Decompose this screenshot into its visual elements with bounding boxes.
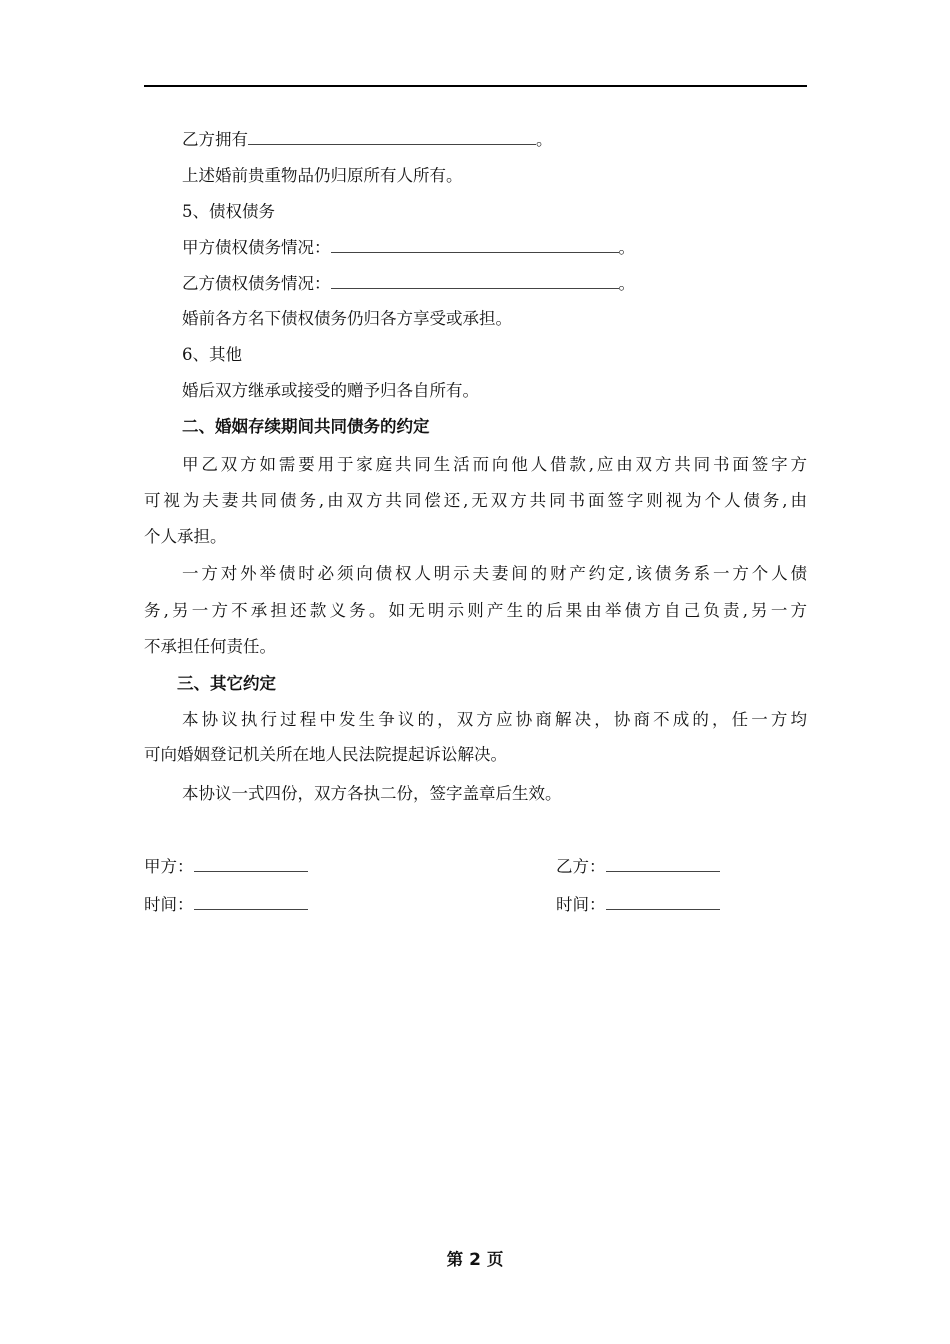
para-3-line-2: 可向婚姻登记机关所在地人民法院提起诉讼解决。: [144, 745, 507, 764]
section-2-heading: 二、婚姻存续期间共同债务的约定: [182, 417, 430, 436]
time-a-blank[interactable]: [194, 895, 308, 910]
para-4: 本协议一式四份，双方各执二份，签字盖章后生效。: [182, 784, 562, 803]
party-b-time: [556, 895, 720, 915]
page-prefix: 第: [446, 1250, 464, 1269]
line-inheritance: 婚后双方继承或接受的赠予归各自所有。: [182, 381, 479, 400]
period: 。: [618, 238, 635, 257]
time-b-label: 时间：: [556, 895, 606, 914]
page-number: 2: [469, 1250, 481, 1270]
section-5-heading: 5、债权债务: [182, 202, 275, 221]
section-6-heading: 6、其他: [182, 345, 242, 364]
line-premarital-debts: 婚前各方名下债权债务仍归各方享受或承担。: [182, 309, 512, 328]
party-b-owns-label: 乙方拥有: [182, 130, 248, 149]
party-b-debts-blank[interactable]: [331, 274, 619, 289]
line-party-a-debts: [182, 238, 807, 258]
party-a-time: [144, 895, 308, 915]
party-a-signature-blank[interactable]: [194, 857, 308, 872]
para-2-line-1: 一方对外举债时必须向债权人明示夫妻间的财产约定,该债务系一方个人债: [182, 564, 807, 583]
line-party-b-debts: [182, 274, 807, 294]
party-b-owns-blank[interactable]: [248, 130, 536, 145]
header-rule: [144, 85, 807, 87]
party-a-debts-blank[interactable]: [331, 238, 619, 253]
para-2-line-2: 务,另一方不承担还款义务。如无明示则产生的后果由举债方自己负责,另一方: [144, 601, 807, 620]
time-a-label: 时间：: [144, 895, 194, 914]
party-a-label: 甲方：: [144, 857, 194, 876]
line-premarital-items: 上述婚前贵重物品仍归原所有人所有。: [182, 166, 463, 185]
time-b-blank[interactable]: [606, 895, 720, 910]
party-a-signature: [144, 857, 308, 877]
para-2-line-3: 不承担任何责任。: [144, 637, 276, 656]
party-b-debts-label: 乙方债权债务情况：: [182, 274, 331, 293]
period: 。: [618, 274, 635, 293]
party-a-debts-label: 甲方债权债务情况：: [182, 238, 331, 257]
page-footer: [0, 1246, 950, 1270]
para-1-line-1: 甲乙双方如需要用于家庭共同生活而向他人借款,应由双方共同书面签字方: [182, 455, 807, 474]
party-b-signature-blank[interactable]: [606, 857, 720, 872]
section-3-heading: 三、其它约定: [177, 674, 276, 693]
period: 。: [536, 130, 553, 149]
para-1-line-2: 可视为夫妻共同债务,由双方共同偿还,无双方共同书面签字则视为个人债务,由: [144, 491, 807, 510]
para-1-line-3: 个人承担。: [144, 527, 227, 546]
para-3-line-1: 本协议执行过程中发生争议的，双方应协商解决，协商不成的，任一方均: [182, 710, 807, 729]
page-suffix: 页: [486, 1250, 504, 1269]
line-party-b-owns: [182, 130, 807, 150]
party-b-signature: [556, 857, 720, 877]
party-b-label: 乙方：: [556, 857, 606, 876]
